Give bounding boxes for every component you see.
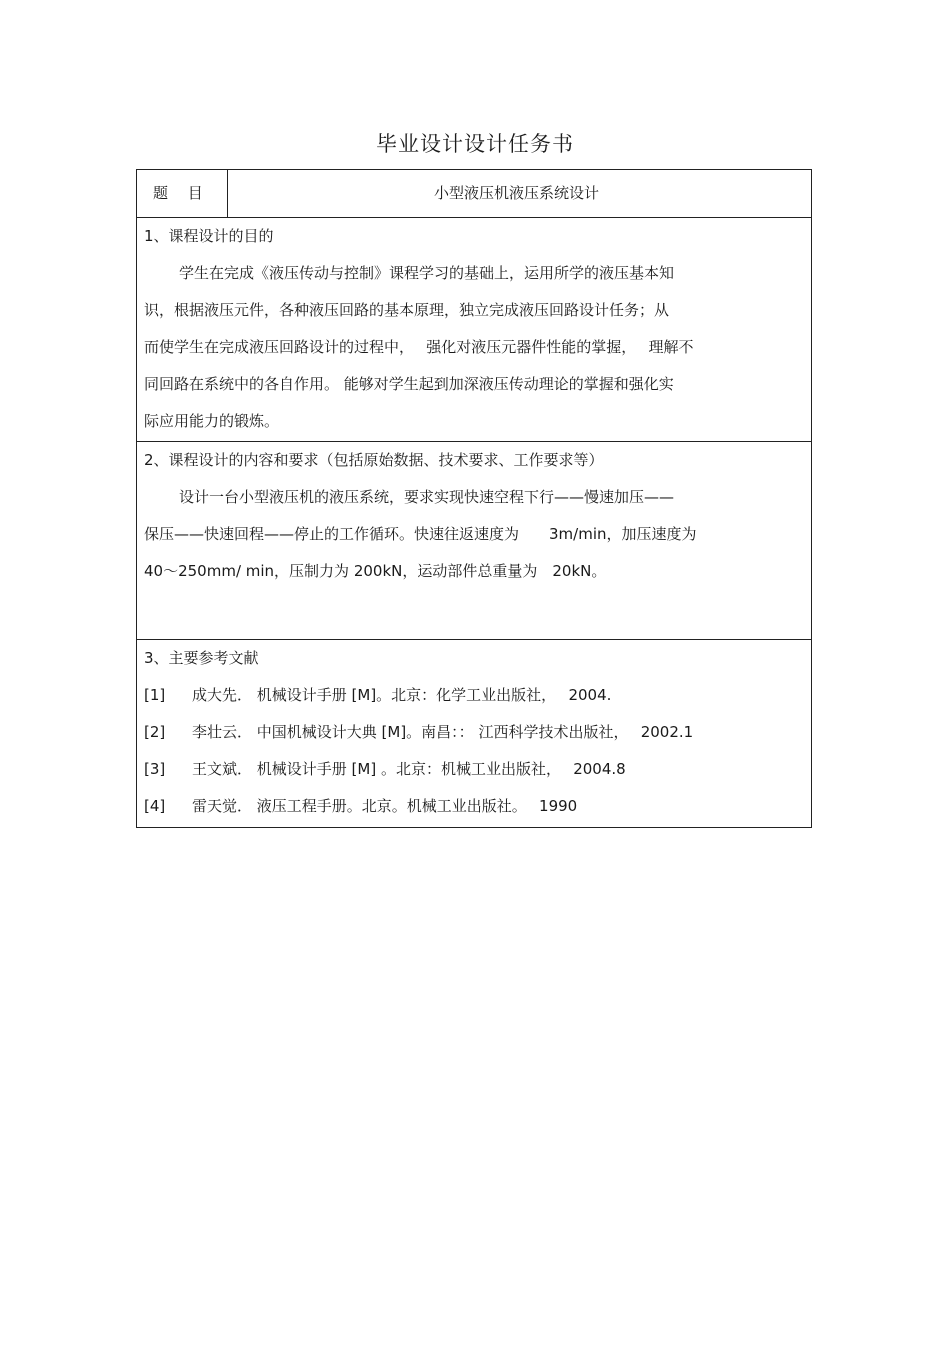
section-purpose-line: 学生在完成《液压传动与控制》课程学习的基础上，运用所学的液压基本知 (179, 264, 675, 282)
reference-text: 王文斌． 机械设计手册 [M] 。北京：机械工业出版社， 2004.8 (192, 760, 626, 778)
section-content-line: 设计一台小型液压机的液压系统，要求实现快速空程下行——慢速加压—— (179, 488, 675, 506)
section-purpose-line: 识，根据液压元件，各种液压回路的基本原理，独立完成液压回路设计任务；从 (144, 301, 670, 319)
section-content-heading: 2、课程设计的内容和要求（包括原始数据、技术要求、工作要求等） (144, 451, 604, 469)
reference-item (144, 714, 803, 751)
section-content-line: 保压——快速回程——停止的工作循环。快速往返速度为 3m/min，加压速度为 (144, 525, 697, 543)
reference-number: [2] (144, 723, 166, 741)
topic-row (137, 170, 811, 218)
reference-number: [1] (144, 686, 166, 704)
task-form-table (136, 169, 812, 828)
section-purpose-heading: 1、课程设计的目的 (144, 227, 274, 245)
section-purpose-line: 同回路在系统中的各自作用。 能够对学生起到加深液压传动理论的掌握和强化实 (144, 375, 674, 393)
section-references (137, 640, 811, 827)
section-references-heading: 3、主要参考文献 (144, 649, 259, 667)
reference-number: [4] (144, 797, 166, 815)
section-purpose-line: 而使学生在完成液压回路设计的过程中， 强化对液压元器件性能的掌握， 理解不 (144, 338, 694, 356)
reference-text: 雷天觉． 液压工程手册。北京。机械工业出版社。 1990 (192, 797, 578, 815)
reference-number: [3] (144, 760, 166, 778)
reference-text: 李壮云． 中国机械设计大典 [M]。南昌：： 江西科学技术出版社， 2002.1 (192, 723, 694, 741)
section-purpose (137, 218, 811, 442)
reference-item (144, 788, 803, 825)
document-title: 毕业设计设计任务书 (376, 132, 574, 156)
reference-text: 成大先． 机械设计手册 [M]。北京：化学工业出版社， 2004. (192, 686, 612, 704)
section-purpose-line: 际应用能力的锻炼。 (144, 412, 280, 430)
section-content-line: 40～250mm∕ min，压制力为 200kN，运动部件总重量为 20kN。 (144, 562, 607, 580)
reference-item (144, 677, 803, 714)
section-content (137, 442, 811, 640)
reference-item (144, 751, 803, 788)
topic-value: 小型液压机液压系统设计 (433, 184, 599, 202)
topic-label: 题 目 (137, 170, 228, 217)
